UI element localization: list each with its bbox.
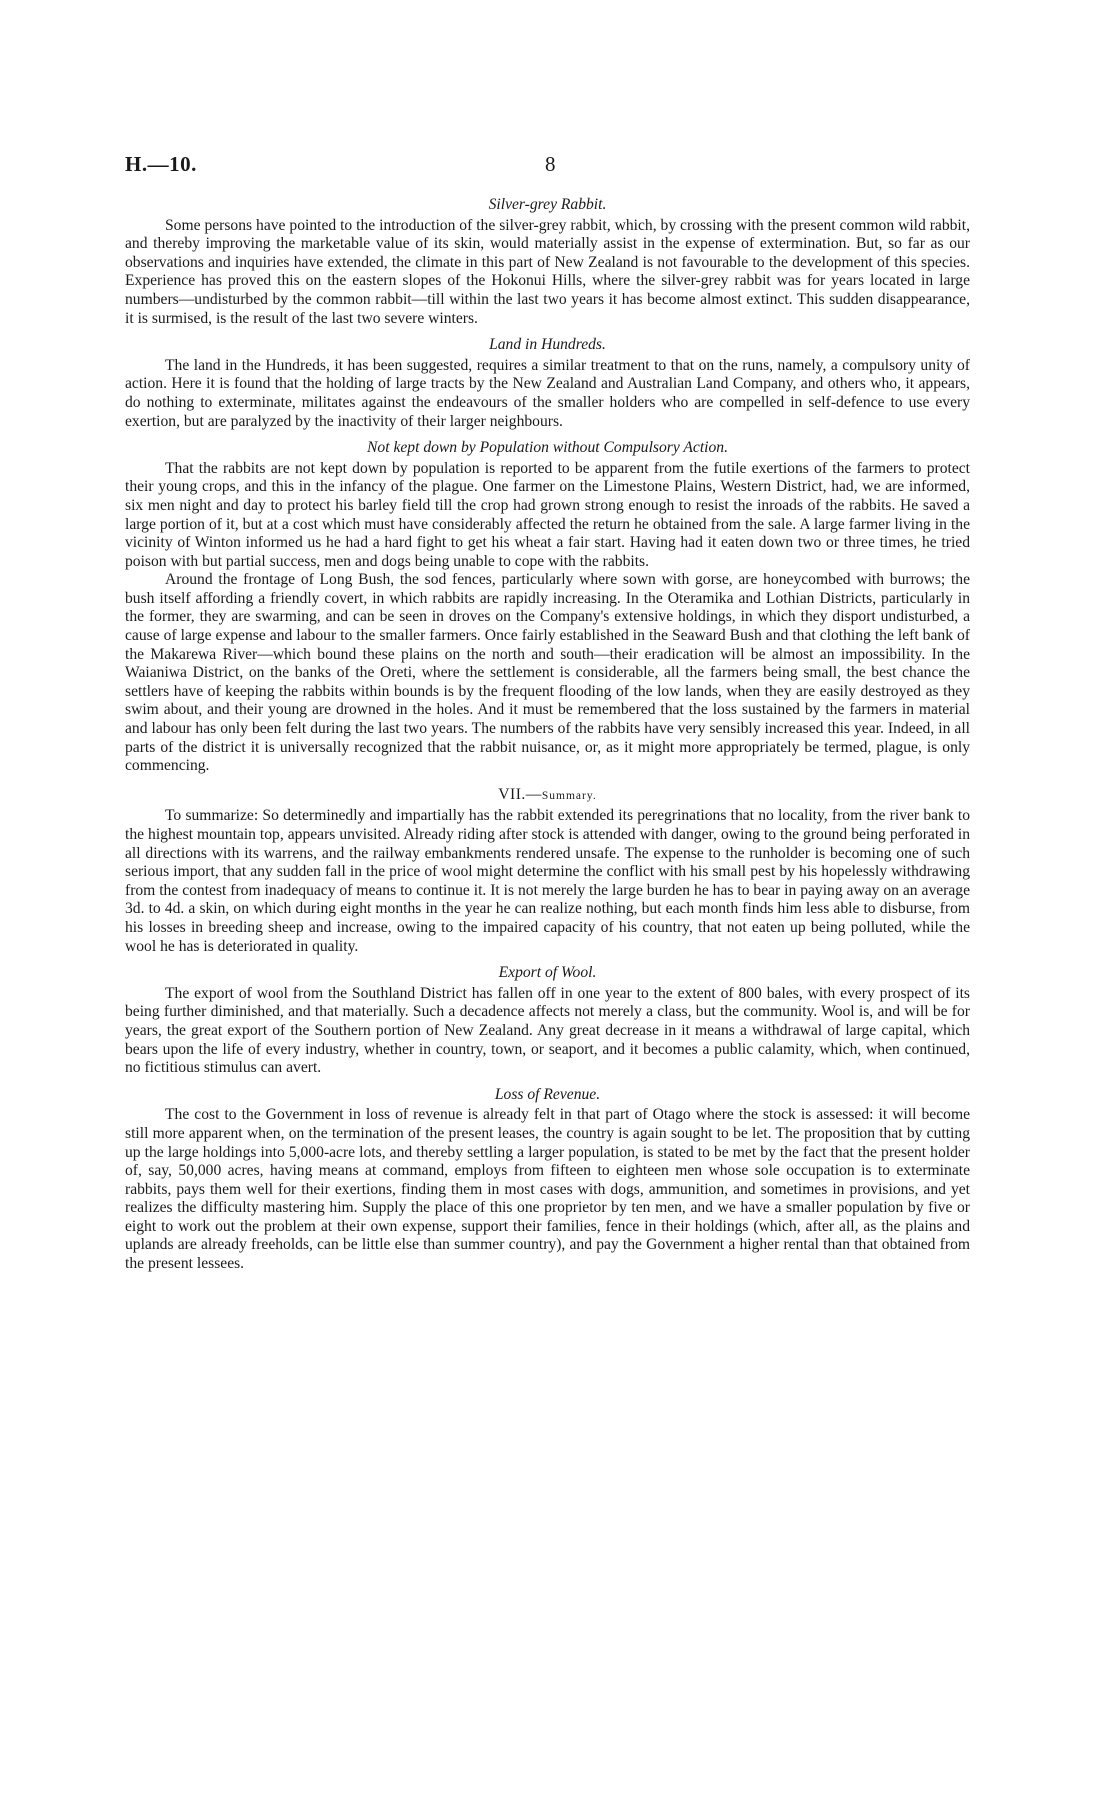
section-not-kept-down xyxy=(125,439,970,776)
paragraph: Some persons have pointed to the introduction of the silver-grey rabbit, which, by crossing with the present common wild rabbit, and thereby improving the marketable value of its skin, would materially assist in the expense of extermination. But, so far as our observations and inquiries have extended, the climate in this part of New Zealand is not favourable to the development of this species. Experience has proved this on the eastern slopes of the Hokonui Hills, where the silver-grey rabbit was for years located in large numbers—undisturbed by the common rabbit—till within the last two years it has become almost extinct. This sudden disappearance, it is surmised, is the result of the last two severe winters. xyxy=(125,216,970,327)
paragraph: The export of wool from the Southland District has fallen off in one year to the extent of 800 bales, with every prospect of its being further diminished, and that materially. Such a decadence affects not merely a class, but the community. Wool is, and will be for years, the great export of the Southern portion of New Zealand. Any great decrease in it means a withdrawal of large capital, which bears upon the life of every industry, whether in country, town, or seaport, and it becomes a public calamity, which, when continued, no fictitious stimulus can avert. xyxy=(125,984,970,1077)
section-heading: Not kept down by Population without Compulsory Action. xyxy=(367,439,728,457)
heading-word: Summary. xyxy=(541,789,597,802)
page-header xyxy=(125,152,970,178)
paragraph: To summarize: So determinedly and impartially has the rabbit extended its peregrinations that no locality, from the river bank to the highest mountain top, appears unvisited. Already riding after stock is attended with danger, owing to the ground being perforated in all directions with its warrens, and the railway embankments rendered unsafe. The expense to the runholder is becoming one of such serious import, that any sudden fall in the price of wool might determine the conflict with his small pest by his hopelessly withdrawing from the contest from inadequacy of means to continue it. It is not merely the large burden he has to bear in paying away on an average 3d. to 4d. a skin, on which during eight months in the year he can realize nothing, but each month finds him less able to disburse, from his losses in breeding sheep and increase, owing to the impaired capacity of his country, that not eaten up being polluted, while the wool he has is deteriorated in quality. xyxy=(125,807,970,955)
section-silver-grey-rabbit xyxy=(125,196,970,328)
page-number: 8 xyxy=(545,152,556,176)
paragraph: The land in the Hundreds, it has been suggested, requires a similar treatment to that on the runs, namely, a compulsory unity of action. Here it is found that the holding of large tracts by the New Zealand and Australian Land Company, and others who, it appears, do nothing to exterminate, militates against the endeavours of the smaller holders who are compelled in self-defence to use every exertion, but are paralyzed by the inactivity of their larger neighbours. xyxy=(125,356,970,430)
section-heading: Silver-grey Rabbit. xyxy=(488,196,607,213)
paragraph: That the rabbits are not kept down by population is reported to be apparent from the futile exertions of the farmers to protect their young crops, and this in the infancy of the plague. One farmer on the Limestone Plains, Western District, had, we are informed, six men night and day to protect his barley field till the crop had grown strong enough to resist the inroads of the rabbits. He saved a large portion of it, but at a cost which must have considerably affected the return he obtained from the sale. A large farmer living in the vicinity of Winton informed us he had a hard fight to get his wheat a fair start. Having had it eaten down two or three times, he tried poison with but partial success, men and dogs being unable to cope with the rabbits. xyxy=(125,459,970,570)
section-heading: Land in Hundreds. xyxy=(489,336,606,354)
heading-roman: VII.— xyxy=(498,785,542,803)
paragraph: The cost to the Government in loss of revenue is already felt in that part of Otago where the stock is assessed: it will become still more apparent when, on the termination of the present leases, the country is again sought to be let. The proposition that by cutting up the large holdings into 5,000-acre lots, and thereby settling a larger population, is stated to be met by the fact that the present holder of, say, 50,000 acres, having means at command, employs from fifteen to eighteen men whose sole occupation is to exterminate rabbits, pays them well for their exertions, finding them in most cases with dogs, ammunition, and sometimes in provisions, and yet realizes the difficulty mastering him. Supply the place of this one proprietor by ten men, and we have a smaller population by five or eight to work out the problem at their own expense, support their families, fence in their holdings (which, after all, as the plains and uplands are already freeholds, can be little else than summer country), and pay the Government a higher rental than that obtained from the present lessees. xyxy=(125,1106,970,1273)
main-section-heading xyxy=(125,786,970,806)
section-loss-of-revenue xyxy=(125,1086,970,1274)
section-land-in-hundreds xyxy=(125,336,970,431)
section-heading: Export of Wool. xyxy=(498,964,597,982)
section-summary xyxy=(125,786,970,956)
section-export-of-wool xyxy=(125,964,970,1078)
document-body xyxy=(125,196,970,1274)
document-reference: H.—10. xyxy=(125,152,197,176)
section-heading: Loss of Revenue. xyxy=(494,1085,601,1103)
paragraph: Around the frontage of Long Bush, the sod fences, particularly where sown with gorse, are honeycombed with burrows; the bush itself affording a friendly covert, in which rabbits are rapidly increasing. In the Oteramika and Lothian Districts, particularly in the former, they are swarming, and can be seen in droves on the Company's extensive holdings, in which they disport undisturbed, a cause of large expense and labour to the smaller farmers. Once fairly established in the Seaward Bush and that clothing the left bank of the Makarewa River—which bound these plains on the north and south—their eradication will be almost an impossibility. In the Waianiwa District, on the banks of the Oreti, where the settlement is considerable, all the farmers being small, the best chance the settlers have of keeping the rabbits within bounds is by the frequent flooding of the low lands, when they are easily destroyed as they swim about, and their young are drowned in the holes. And it must be remembered that the loss sustained by the farmers in material and labour has only been felt during the last two years. The numbers of the rabbits have very sensibly increased this year. Indeed, in all parts of the district it is universally recognized that the rabbit nuisance, or, as it might more appropriately be termed, plague, is only commencing. xyxy=(125,571,970,775)
